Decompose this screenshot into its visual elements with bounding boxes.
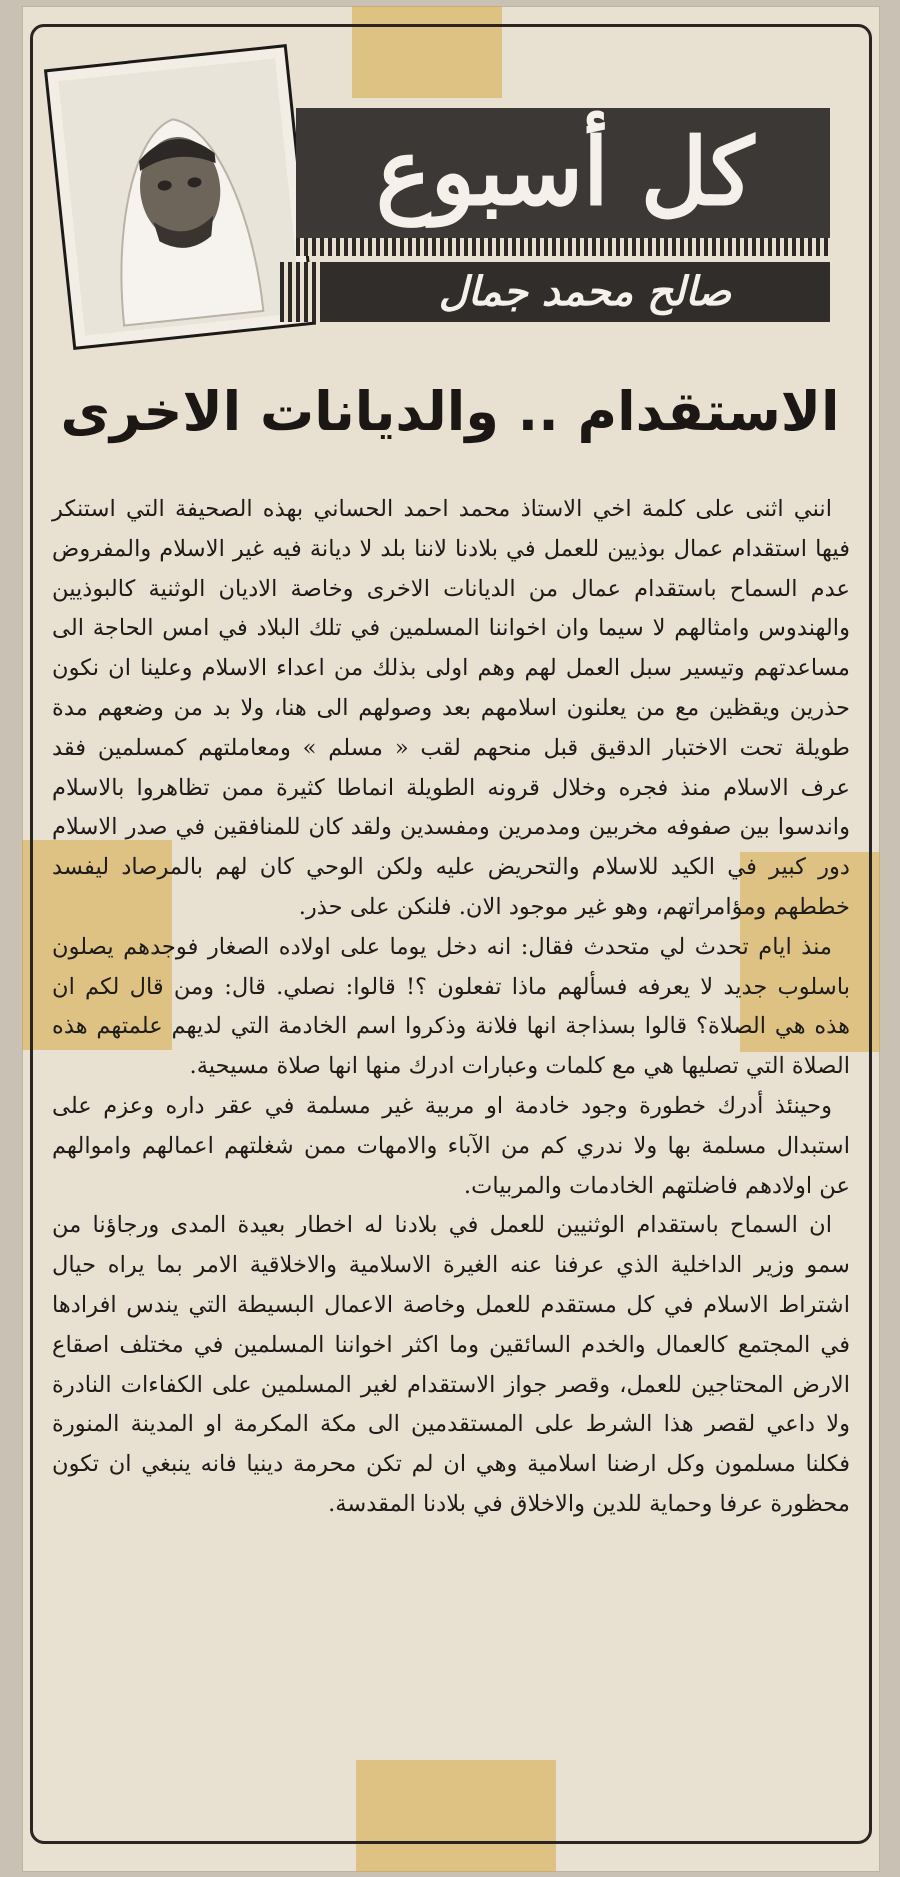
author-portrait [44, 44, 316, 350]
article-headline: الاستقدام .. والديانات الاخرى [60, 380, 840, 443]
author-photo-icon [58, 58, 302, 335]
column-title: كل أسبوع [375, 118, 755, 226]
article-body [52, 490, 850, 1525]
paragraph: منذ ايام تحدث لي متحدث فقال: انه دخل يوما على اولاده الصغار فوجدهم يصلون باسلوب جديد لا يعرفه فسألهم ماذا تفعلون ؟! قالوا: نصلي. قال: ومن قال لكم ان هذه هي الصلاة؟ قالوا بسذاجة انها فلانة وذكروا اسم الخادمة التي لديهم علمتهم هذه الصلاة التي تصليها هي مع كلمات وعبارات ادرك منها انها صلاة مسيحية. [52, 933, 850, 1080]
paragraph: وحينئذ أدرك خطورة وجود خادمة او مربية غير مسلمة في عقر داره وعزم على استبدال مسلمة بها ولا ندري كم من الآباء والامهات ممن شغلتهم اعمالهم واموالهم عن اولادهم فاضلتهم الخادمات والمربيات. [52, 1092, 850, 1199]
author-name: صالح محمد جمال [438, 268, 732, 315]
paragraph: ان السماح باستقدام الوثنيين للعمل في بلادنا له اخطار بعيدة المدى ورجاؤنا من سمو وزير الداخلية الذي عرفنا عنه الغيرة الاسلامية والاخلاقية الامر بما يراه حيال اشتراط الاسلام في كل مستقدم للعمل وخاصة الاعمال البسيطة التي يندس افرادها في المجتمع كالعمال والخدم السائقين وما اكثر اخواننا المسلمين في مختلف اصقاع الارض المحتاجين للعمل، وقصر جواز الاستقدام لغير المسلمين على الكفاءات النادرة ولا داعي لقصر هذا الشرط على المستقدمين الى مكة المكرمة او المدينة المنورة فكلنا مسلمون وكل ارضنا اسلامية وهي ان لم تكن محرمة دينيا فانه ينبغي ان تكون محظورة عرفا وحماية للدين والاخلاق في بلادنا المقدسة. [52, 1212, 850, 1517]
paragraph: انني اثنى على كلمة اخي الاستاذ محمد احمد الحساني بهذه الصحيفة التي استنكر فيها استقدام عمال بوذيين للعمل في بلادنا لاننا بلد لا ديانة فيه غير الاسلام والمفروض عدم السماح باستقدام عمال من الديانات الاخرى وخاصة الاديان الوثنية كالبوذيين والهندوس وامثالهم لا سيما وان اخواننا المسلمين في تلك البلاد في امس الحاجة الى مساعدتهم وتيسير سبل العمل لهم وهم اولى بذلك من اعداء الاسلام وعلينا ان نكون حذرين ويقظين مع من يعلنون اسلامهم بعد وصولهم الى هنا، ولا بد من وضعهم مدة طويلة تحت الاختبار الدقيق قبل منحهم لقب « مسلم » ومعاملتهم كمسلمين فقد عرف الاسلام منذ فجره وخلال قرونه الطويلة انماطا كثيرة ممن تظاهروا بالاسلام واندسوا بين صفوفه مخربين ومدمرين ومفسدين ولقد كان للمنافقين في صدر الاسلام دور كبير في الكيد للاسلام والتحريض عليه ولكن الوحي كان لهم بالمرصاد ليفسد خططهم ومؤامراتهم، وهو غير موجود الان. فلنكن على حذر. [52, 496, 850, 920]
banner-stripes [296, 238, 830, 256]
